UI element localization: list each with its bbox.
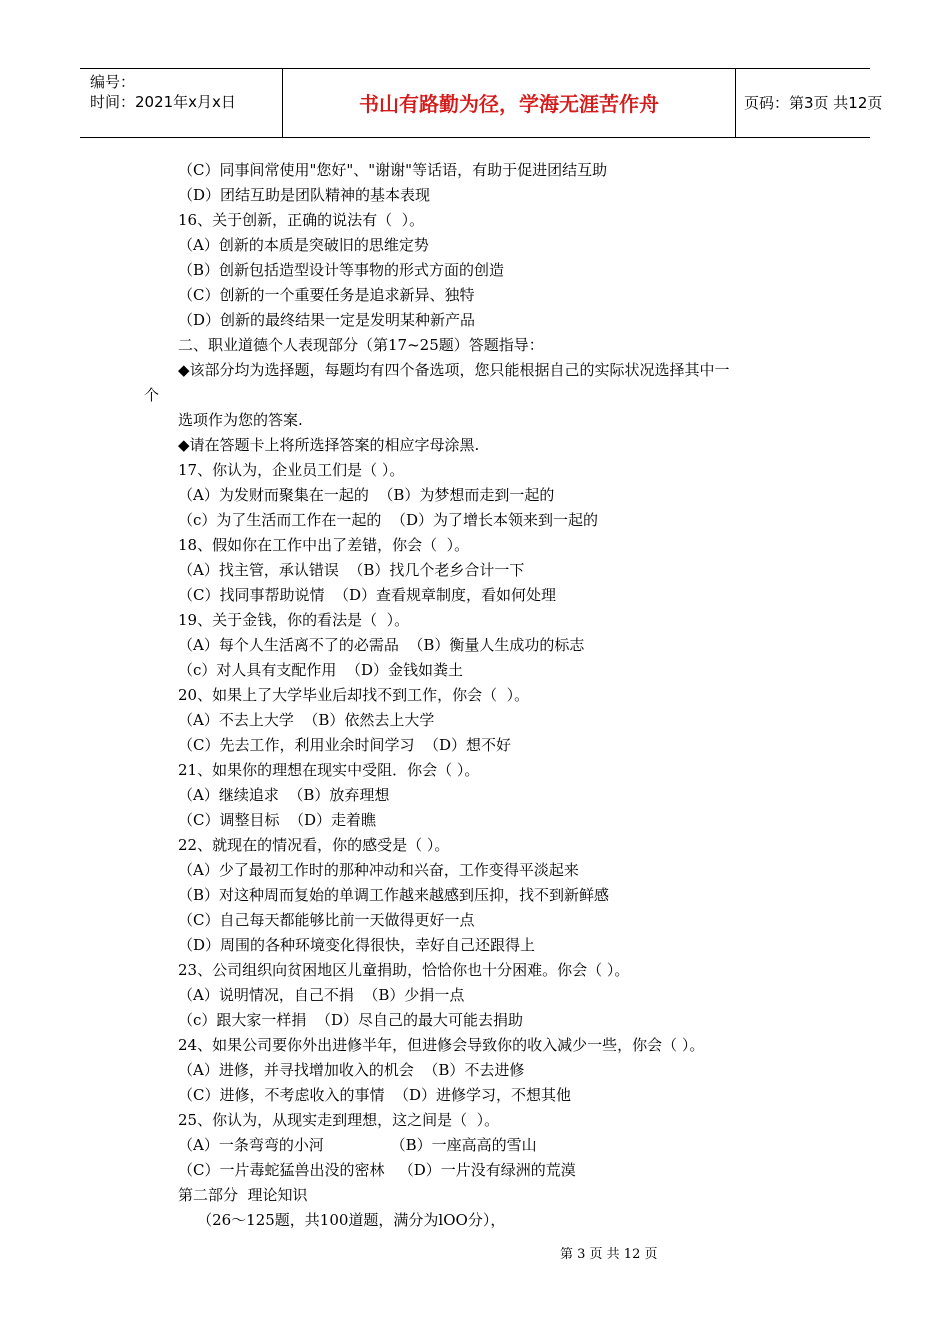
question-16: 16、关于创新，正确的说法有（ ）。 xyxy=(178,211,425,229)
text-line: （D）创新的最终结果一定是发明某种新产品 xyxy=(178,311,476,329)
date-label: 时间：2021年x月x日 xyxy=(90,93,236,111)
question-18: 18、假如你在工作中出了差错，你会（ ）。 xyxy=(178,536,470,554)
text-line: （c）为了生活而工作在一起的 （D）为了增长本领来到一起的 xyxy=(178,511,598,529)
text-line: （D）周围的各种环境变化得很快，幸好自己还跟得上 xyxy=(178,936,536,954)
text-line: （C）找同事帮助说情 （D）查看规章制度，看如何处理 xyxy=(178,586,557,604)
text-line: （B）创新包括造型设计等事物的形式方面的创造 xyxy=(178,261,505,279)
header-middle-cell xyxy=(283,69,736,137)
text-line: （C）调整目标 （D）走着瞧 xyxy=(178,811,377,829)
text-line: （A）说明情况，自己不捐 （B）少捐一点 xyxy=(178,986,465,1004)
text-line: （A）继续追求 （B）放弃理想 xyxy=(178,786,390,804)
instruction-line: ◆请在答题卡上将所选择答案的相应字母涂黑. xyxy=(178,436,480,454)
text-line: （C）同事间常使用"您好"、"谢谢"等话语，有助于促进团结互助 xyxy=(178,161,608,179)
page-footer: 第 3 页 共 12 页 xyxy=(560,1247,658,1262)
text-line: （A）一条弯弯的小河 （B）一座高高的雪山 xyxy=(178,1136,537,1154)
instruction-wrap: 个 xyxy=(144,386,160,404)
part-heading: 第二部分 理论知识 xyxy=(178,1186,308,1204)
header-right-cell xyxy=(736,69,883,137)
question-23: 23、公司组织向贫困地区儿童捐助，恰恰你也十分困难。你会（ ）。 xyxy=(178,961,630,979)
question-21: 21、如果你的理想在现实中受阻．你会（ ）。 xyxy=(178,761,480,779)
question-17: 17、你认为，企业员工们是（ ）。 xyxy=(178,461,405,479)
header-left-cell xyxy=(80,69,283,137)
question-20: 20、如果上了大学毕业后却找不到工作，你会（ ）。 xyxy=(178,686,530,704)
question-25: 25、你认为，从现实走到理想，这之间是（ ）。 xyxy=(178,1111,500,1129)
header-motto: 书山有路勤为径，学海无涯苦作舟 xyxy=(359,92,659,116)
text-line: （D）团结互助是团队精神的基本表现 xyxy=(178,186,431,204)
text-line: （c）跟大家一样捐 （D）尽自己的最大可能去捐助 xyxy=(178,1011,523,1029)
text-line: （c）对人具有支配作用 （D）金钱如粪土 xyxy=(178,661,463,679)
text-line: （A）少了最初工作时的那种冲动和兴奋，工作变得平淡起来 xyxy=(178,861,579,879)
text-line: （A）每个人生活离不了的必需品 （B）衡量人生成功的标志 xyxy=(178,636,585,654)
text-line: （A）为发财而聚集在一起的 （B）为梦想而走到一起的 xyxy=(178,486,555,504)
text-line: （A）找主管，承认错误 （B）找几个老乡合计一下 xyxy=(178,561,525,579)
question-24: 24、如果公司要你外出进修半年，但进修会导致你的收入减少一些，你会（ ）。 xyxy=(178,1036,705,1054)
question-22: 22、就现在的情况看，你的感受是（ ）。 xyxy=(178,836,450,854)
header-page-label: 页码：第3页 共12页 xyxy=(744,94,883,112)
serial-label: 编号： xyxy=(90,73,136,91)
instruction-line: 选项作为您的答案. xyxy=(178,411,303,429)
text-line: （A）进修，并寻找增加收入的机会 （B）不去进修 xyxy=(178,1061,525,1079)
instruction-line: ◆该部分均为选择题，每题均有四个备选项，您只能根据自己的实际状况选择其中一 xyxy=(178,361,730,379)
text-line: （C）创新的一个重要任务是追求新异、独特 xyxy=(178,286,475,304)
section-heading: 二、职业道德个人表现部分（第17~25题）答题指导： xyxy=(178,336,544,354)
page-header xyxy=(80,68,883,138)
text-line: （A）不去上大学 （B）依然去上大学 xyxy=(178,711,435,729)
text-line: （C）进修，不考虑收入的事情 （D）进修学习，不想其他 xyxy=(178,1086,572,1104)
text-line: （C）自己每天都能够比前一天做得更好一点 xyxy=(178,911,475,929)
text-line: （C）先去工作，利用业余时间学习 （D）想不好 xyxy=(178,736,512,754)
part-note: （26～125题，共100道题，满分为lOO分）， xyxy=(178,1211,506,1229)
text-line: （C）一片毒蛇猛兽出没的密林 （D）一片没有绿洲的荒漠 xyxy=(178,1161,576,1179)
text-line: （A）创新的本质是突破旧的思维定势 xyxy=(178,236,429,254)
question-19: 19、关于金钱，你的看法是（ ）。 xyxy=(178,611,410,629)
text-line: （B）对这种周而复始的单调工作越来越感到压抑，找不到新鲜感 xyxy=(178,886,610,904)
